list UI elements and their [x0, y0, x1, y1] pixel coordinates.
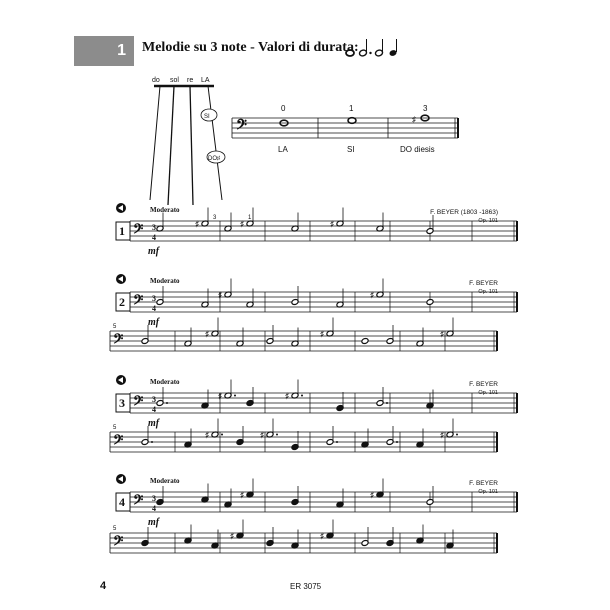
svg-text:♯: ♯ [440, 430, 444, 440]
bass-clef-icon: 𝄢 [133, 223, 144, 240]
svg-text:♯: ♯ [205, 329, 209, 339]
svg-text:♯: ♯ [285, 391, 289, 401]
fingering-mark: 1 [248, 215, 252, 221]
bass-clef-icon: 𝄢 [113, 434, 124, 451]
string-label: do [152, 77, 160, 84]
string-diagram [150, 77, 225, 205]
tempo-marking: Moderato [150, 477, 180, 485]
fingering: 0 [281, 104, 286, 113]
bass-clef-icon: 𝄢 [113, 333, 124, 350]
svg-text:♯: ♯ [240, 490, 244, 500]
section-number: 1 [117, 42, 126, 59]
svg-text:4: 4 [152, 504, 156, 513]
svg-text:♯: ♯ [330, 219, 334, 229]
section-title: Melodie su 3 note - Valori di durata: [142, 40, 359, 55]
exercise-2 [110, 274, 517, 351]
opus: Op. 101 [478, 489, 498, 495]
opus: Op. 101 [478, 289, 498, 295]
svg-text:♯: ♯ [320, 531, 324, 541]
svg-text:4: 4 [152, 233, 156, 242]
string-label: sol [170, 77, 179, 84]
svg-text:♯: ♯ [260, 430, 264, 440]
svg-text:♯: ♯ [218, 391, 222, 401]
svg-text:♯: ♯ [412, 115, 416, 124]
string-label: LA [201, 77, 210, 84]
svg-text:3: 3 [152, 395, 156, 404]
svg-text:♯: ♯ [370, 290, 374, 300]
exercise-3 [110, 375, 517, 452]
exercise-number: 2 [119, 295, 125, 309]
tempo-marking: Moderato [150, 277, 180, 285]
bass-clef-icon: 𝄢 [113, 535, 124, 552]
bass-clef-icon: 𝄢 [133, 494, 144, 511]
intro-staff [232, 104, 458, 154]
page-number: 4 [100, 580, 107, 592]
exercise-4 [110, 474, 517, 553]
exercise-1 [116, 203, 517, 257]
measure-number: 5 [113, 425, 117, 431]
exercise-2-system-2 [110, 318, 497, 352]
bass-clef-icon: 𝄢 [133, 395, 144, 412]
finger-label: DO♯ [208, 156, 220, 162]
fingering-mark: 3 [213, 215, 217, 221]
svg-text:♯: ♯ [205, 430, 209, 440]
string-label: re [187, 77, 194, 84]
svg-text:♯: ♯ [240, 219, 244, 229]
tempo-marking: Moderato [150, 378, 180, 386]
composer: F. BEYER [469, 280, 498, 287]
tempo-marking: Moderato [150, 206, 180, 214]
opus: Op. 101 [478, 390, 498, 396]
bass-clef-icon: 𝄢 [236, 117, 247, 136]
note-name: LA [278, 145, 288, 154]
svg-text:♯: ♯ [230, 531, 234, 541]
catalog-number: ER 3075 [290, 582, 322, 591]
exercise-number: 1 [119, 224, 125, 238]
dynamic-marking: mf [148, 418, 160, 429]
svg-text:4: 4 [152, 405, 156, 414]
svg-text:♯: ♯ [370, 490, 374, 500]
composer: F. BEYER [469, 381, 498, 388]
svg-text:♯: ♯ [195, 219, 199, 229]
bass-clef-icon: 𝄢 [133, 294, 144, 311]
dynamic-marking: mf [148, 517, 160, 528]
exercise-number: 4 [119, 495, 125, 509]
exercise-number: 3 [119, 396, 125, 410]
exercise-4-system-2 [110, 520, 497, 554]
opus: Op. 101 [478, 218, 498, 224]
measure-number: 5 [113, 324, 117, 330]
svg-text:3: 3 [152, 294, 156, 303]
fingering: 3 [423, 104, 428, 113]
finger-label: SI [204, 114, 210, 120]
svg-text:♯: ♯ [218, 290, 222, 300]
note-name: SI [347, 145, 355, 154]
svg-text:4: 4 [152, 304, 156, 313]
exercise-3-system-2 [110, 419, 497, 453]
measure-number: 5 [113, 526, 117, 532]
dynamic-marking: mf [148, 317, 160, 328]
svg-text:♯: ♯ [440, 329, 444, 339]
fingering: 1 [349, 104, 354, 113]
svg-text:3: 3 [152, 494, 156, 503]
composer: F. BEYER [469, 480, 498, 487]
dynamic-marking: mf [148, 246, 160, 257]
svg-text:3: 3 [152, 223, 156, 232]
svg-text:♯: ♯ [320, 329, 324, 339]
note-name: DO diesis [400, 145, 435, 154]
composer: F. BEYER (1803 -1863) [430, 209, 498, 216]
